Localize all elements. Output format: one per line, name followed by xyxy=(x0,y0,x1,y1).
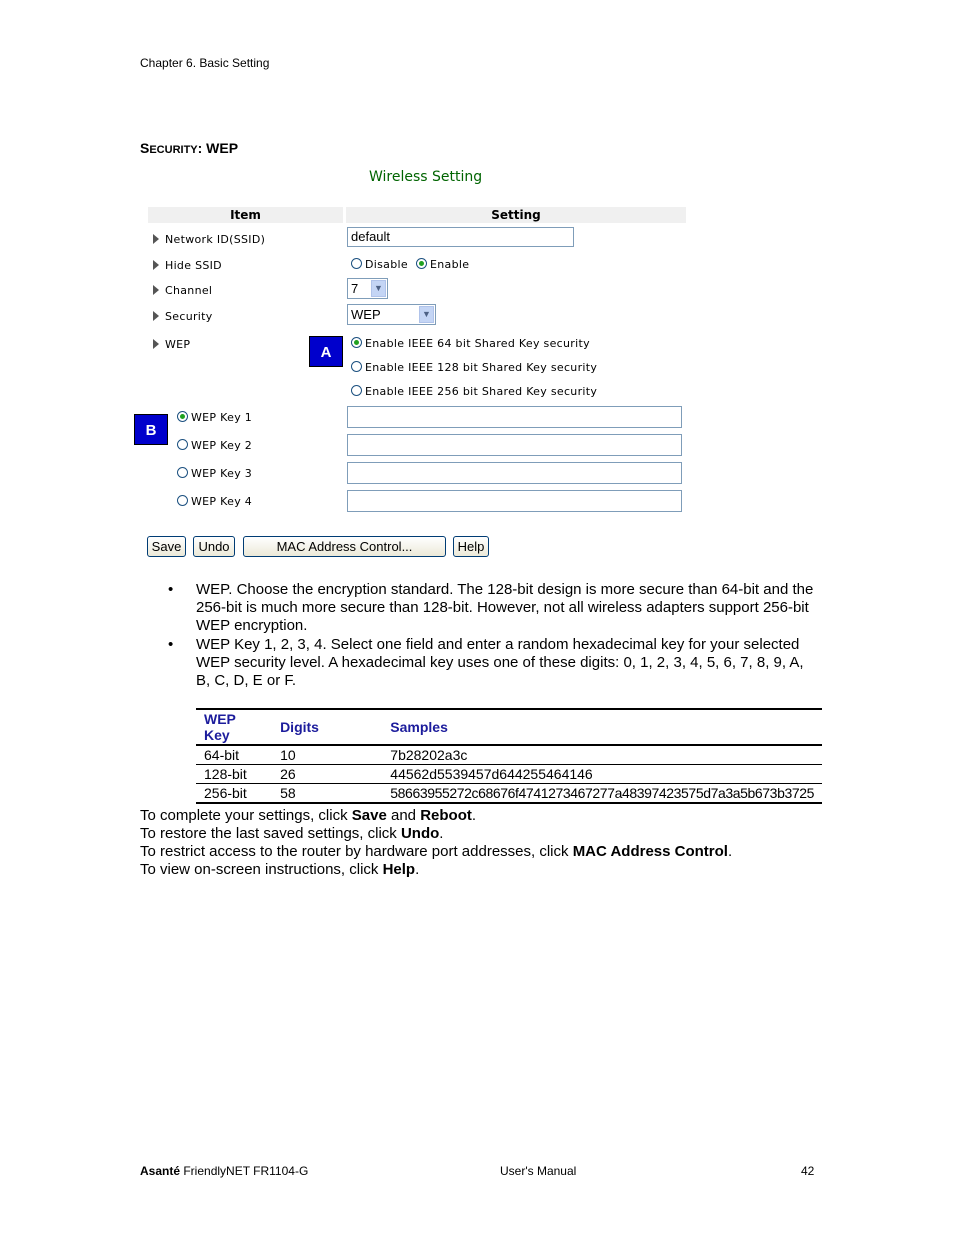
security-label: Security xyxy=(153,310,213,323)
instruction-line: To view on-screen instructions, click Help. xyxy=(140,861,420,878)
instruction-line: To complete your settings, click Save and Reboot. xyxy=(140,807,477,824)
table-header-row xyxy=(196,709,822,745)
chevron-down-icon[interactable]: ▼ xyxy=(419,306,434,323)
instruction-line: To restore the last saved settings, click Undo. xyxy=(140,825,444,842)
ssid-input[interactable]: default xyxy=(347,227,574,247)
table-cell: 10 xyxy=(272,745,382,765)
radio-selected-icon[interactable] xyxy=(351,337,362,348)
list-item: • WEP. Choose the encryption standard. The 128-bit design is more secure than 64-bit and the 256-bit is much more secure than 128-bit. However, not all wireless adapters support 256-bit WEP encryption. xyxy=(168,581,814,634)
radio-selected-icon[interactable] xyxy=(416,258,427,269)
radio-icon[interactable] xyxy=(177,439,188,450)
bullet-icon: • xyxy=(168,581,174,598)
arrow-icon xyxy=(153,311,159,321)
table-cell: 58663955272c68676f4741273467277a48397423575d7a3a5b673b3725 xyxy=(382,784,822,804)
footer-manual: User's Manual xyxy=(500,1164,577,1178)
table-cell: 64-bit xyxy=(196,745,272,765)
list-item: • WEP Key 1, 2, 3, 4. Select one field and enter a random hexadecimal key for your selected WEP security level. A hexadecimal key uses one of these digits: 0, 1, 2, 3, 4, 5, 6, 7, 8, 9, A, B, C, D, E or F. xyxy=(168,636,804,689)
undo-button[interactable]: Undo xyxy=(193,536,235,557)
bullet-list xyxy=(168,581,818,691)
wep-256-option[interactable]: Enable IEEE 256 bit Shared Key security xyxy=(351,385,597,398)
table-cell: 7b28202a3c xyxy=(382,745,822,765)
table-header: Samples xyxy=(382,709,822,745)
table-cell: 26 xyxy=(272,765,382,784)
table-cell: 58 xyxy=(272,784,382,804)
channel-select[interactable]: 7 ▼ xyxy=(347,278,388,299)
security-select[interactable]: WEP ▼ xyxy=(347,304,436,325)
help-button[interactable]: Help xyxy=(453,536,489,557)
table-header: Digits xyxy=(272,709,382,745)
table-row xyxy=(196,765,822,784)
table-cell: 128-bit xyxy=(196,765,272,784)
radio-icon[interactable] xyxy=(351,258,362,269)
column-header-item: Item xyxy=(148,207,343,223)
instructions xyxy=(140,807,732,879)
radio-icon[interactable] xyxy=(177,467,188,478)
table-cell: 256-bit xyxy=(196,784,272,804)
wep-key-3-input[interactable] xyxy=(347,462,682,484)
arrow-icon xyxy=(153,285,159,295)
wep-key-4-option[interactable]: WEP Key 4 xyxy=(177,495,252,508)
wep-key-3-option[interactable]: WEP Key 3 xyxy=(177,467,252,480)
table-cell: 44562d5539457d644255464146 xyxy=(382,765,822,784)
bullet-icon: • xyxy=(168,636,174,653)
wep-key-table xyxy=(196,708,822,804)
panel-title: Wireless Setting xyxy=(369,169,483,185)
channel-label: Channel xyxy=(153,284,212,297)
arrow-icon xyxy=(153,339,159,349)
footer-product: Asanté FriendlyNET FR1104-G xyxy=(140,1164,309,1178)
marker-b: B xyxy=(134,414,168,445)
radio-icon[interactable] xyxy=(351,361,362,372)
radio-icon[interactable] xyxy=(177,495,188,506)
wep-128-option[interactable]: Enable IEEE 128 bit Shared Key security xyxy=(351,361,597,374)
hide-ssid-enable-option[interactable]: Enable xyxy=(416,258,469,271)
hide-ssid-disable-option[interactable]: Disable xyxy=(351,258,408,271)
wep-key-1-input[interactable] xyxy=(347,406,682,428)
hide-ssid-label: Hide SSID xyxy=(153,259,222,272)
chapter-header: Chapter 6. Basic Setting xyxy=(140,56,270,70)
instruction-line: To restrict access to the router by hardware port addresses, click MAC Address Control. xyxy=(140,843,733,860)
wep-64-option[interactable]: Enable IEEE 64 bit Shared Key security xyxy=(351,337,590,350)
wep-key-2-option[interactable]: WEP Key 2 xyxy=(177,439,252,452)
chevron-down-icon[interactable]: ▼ xyxy=(371,280,386,297)
wep-key-1-option[interactable]: WEP Key 1 xyxy=(177,411,252,424)
wep-key-2-input[interactable] xyxy=(347,434,682,456)
ssid-label: Network ID(SSID) xyxy=(153,233,265,246)
arrow-icon xyxy=(153,234,159,244)
radio-icon[interactable] xyxy=(351,385,362,396)
section-title: SECURITY: WEP xyxy=(140,140,239,156)
save-button[interactable]: Save xyxy=(147,536,186,557)
table-row xyxy=(196,784,822,804)
marker-a: A xyxy=(309,336,343,367)
table-row xyxy=(196,745,822,765)
mac-address-control-button[interactable]: MAC Address Control... xyxy=(243,536,446,557)
wep-label: WEP xyxy=(153,338,190,351)
table-header: WEP Key xyxy=(196,709,272,745)
wep-key-4-input[interactable] xyxy=(347,490,682,512)
arrow-icon xyxy=(153,260,159,270)
page-number: 42 xyxy=(801,1164,815,1178)
radio-selected-icon[interactable] xyxy=(177,411,188,422)
column-header-setting: Setting xyxy=(346,207,686,223)
